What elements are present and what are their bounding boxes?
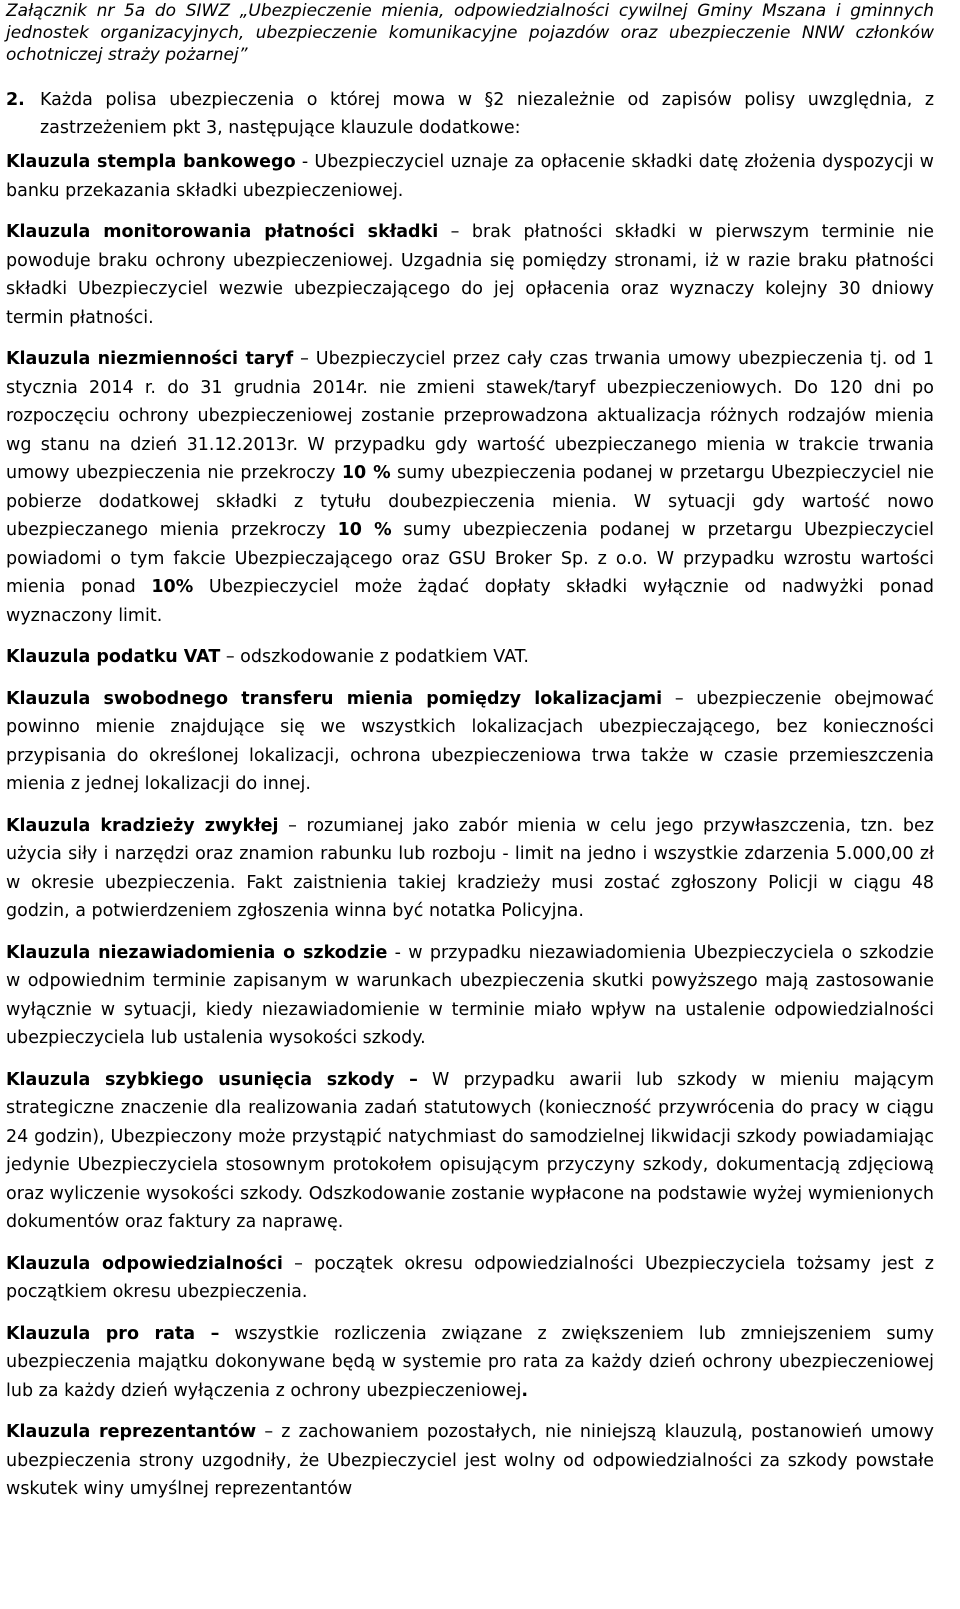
section-number: 2. [6,90,25,110]
clause-reprezentantow [6,1418,934,1504]
clause-label: Klauzula swobodnego transferu mienia pomiędzy lokalizacjami [6,688,663,709]
clause-label: Klauzula kradzieży zwykłej [6,815,279,836]
clause-label: Klauzula pro rata – [6,1323,220,1344]
clause-text: – rozumianej jako zabór mienia w celu jego przywłaszczenia, tzn. bez użycia siły i narzędzi oraz znamion rabunku lub rozboju - limit na jedno i wszystkie zdarzenia 5.000,00 zł w okresie ubezpieczenia. Fakt zaistnienia takiej kradzieży musi zostać zgłoszony Policji w ciągu 48 godzin, a potwierdzeniem zgłoszenia winna być notatka Policyjna. [6,815,934,921]
clause-label: Klauzula reprezentantów [6,1422,257,1442]
clause-label: Klauzula odpowiedzialności [6,1253,283,1274]
clause-text: - w przypadku niezawiadomienia Ubezpieczyciela o szkodzie w odpowiednim terminie zapisanym w warunkach ubezpieczenia skutki powyższego mają zastosowanie wyłącznie w sytuacji, kiedy niezawiadomienie w terminie miało wpływ na ustalenie odpowiedzialności ubezpieczyciela lub ustalenia wysokości szkody. [6,942,934,1048]
clause-podatku-vat [6,643,934,672]
clause-text: - Ubezpieczyciel uznaje za opłacenie składki datę złożenia dyspozycji w banku przekazania składki ubezpieczeniowej. [6,152,934,201]
clause-text: – ubezpieczenie obejmować powinno mienie znajdujące się we wszystkich lokalizacjach ubezpieczającego, bez konieczności przypisania do określonej lokalizacji, ochrona ubezpieczeniowa trwa także w czasie przemieszczenia mienia z jednej lokalizacji do innej. [6,688,934,794]
clause-label: Klauzula podatku VAT [6,647,221,667]
section-intro [6,86,934,142]
clause-niezawiadomienia [6,939,934,1053]
section-intro-text: Każda polisa ubezpieczenia o której mowa w §2 niezależnie od zapisów polisy uwzględnia, z zastrzeżeniem pkt 3, następujące klauzule dodatkowe: [40,90,934,138]
clause-text: sumy ubezpieczenia podanej w przetargu Ubezpieczyciel powiadomi o tym fakcie Ubezpieczającego oraz GSU Broker Sp. z o.o. W przypadku wzrostu wartości mienia ponad [6,520,934,597]
percent-limit: 10% [151,577,194,597]
clause-text: – Ubezpieczyciel przez cały czas trwania umowy ubezpieczenia tj. od 1 stycznia 2014 r. do 31 grudnia 2014r. nie zmieni stawek/taryf ubezpieczeniowych. Do 120 dni po rozpoczęciu ochrony ubezpieczeniowej zostanie przeprowadzona aktualizacja różnych rodzajów mienia wg stanu na dzień 31.12.2013r. W przypadku gdy wartość ubezpieczanego mienia w trakcie trwania umowy ubezpieczenia nie przekroczy [6,349,934,483]
clause-niezmiennosci-taryf [6,345,934,630]
percent-limit: 10 % [337,520,392,540]
clause-label: Klauzula monitorowania płatności składki [6,222,439,242]
clause-text: wszystkie rozliczenia związane z zwiększeniem lub zmniejszeniem sumy ubezpieczenia majątku dokonywane będą w systemie pro rata za każdy dzień ochrony ubezpieczeniowej lub za każdy dzień wyłączenia z ochrony ubezpieczeniowej [6,1323,934,1401]
clause-swobodnego-transferu [6,685,934,799]
clause-label: Klauzula niezmienności taryf [6,349,294,369]
clause-text: – brak płatności składki w pierwszym terminie nie powoduje braku ochrony ubezpieczeniowej. Uzgadnia się pomiędzy stronami, iż w razie braku płatności składki Ubezpieczyciel wezwie ubezpieczającego do jej opłacenia oraz wyznaczy kolejny 30 dniowy termin płatności. [6,222,934,328]
clause-text: W przypadku awarii lub szkody w mieniu mającym strategiczne znaczenie dla realizowania zadań statutowych (konieczność przywrócenia do pracy w ciągu 24 godzin), Ubezpieczony może przystąpić natychmiast do samodzielnej likwidacji szkody powiadamiając jedynie Ubezpieczyciela stosownym protokołem opisującym przyczyny szkody, dokumentacją zdjęciową oraz wyliczenie wysokości szkody. Odszkodowanie zostanie wypłacone na podstawie wyżej wymienionych dokumentów oraz faktury za naprawę. [6,1069,935,1232]
clause-odpowiedzialnosci [6,1250,934,1307]
clause-label: Klauzula niezawiadomienia o szkodzie [6,942,388,963]
document-header: Załącznik nr 5a do SIWZ „Ubezpieczenie mienia, odpowiedzialności cywilnej Gminy Mszana i gminnych jednostek organizacyjnych, ubezpieczenie komunikacyjne pojazdów oraz ubezpieczenie NNW członków ochotniczej straży pożarnej” [6,1,934,65]
clause-label: Klauzula szybkiego usunięcia szkody – [6,1069,418,1090]
clause-text: sumy ubezpieczenia podanej w przetargu Ubezpieczyciel nie pobierze dodatkowej składki z tytułu doubezpieczenia mienia. W sytuacji gdy wartość nowo ubezpieczanego mienia przekroczy [6,463,934,540]
clause-monitorowania-platnosci [6,218,934,332]
clause-szybkiego-usuniecia [6,1066,934,1237]
clause-kradziezy-zwyklej [6,812,934,926]
clause-text: – z zachowaniem pozostałych, nie niniejszą klauzulą, postanowień umowy ubezpieczenia strony uzgodniły, że Ubezpieczyciel jest wolny od odpowiedzialności za szkody powstałe wskutek winy umyślnej reprezentantów [6,1422,934,1499]
percent-limit: 10 % [341,463,391,483]
clause-end-mark: . [521,1380,529,1401]
clause-text: – początek okresu odpowiedzialności Ubezpieczyciela tożsamy jest z początkiem okresu ubezpieczenia. [6,1253,934,1302]
clause-text: – odszkodowanie z podatkiem VAT. [220,647,529,667]
clause-text: Ubezpieczyciel może żądać dopłaty składki wyłącznie od nadwyżki ponad wyznaczony limit. [6,577,934,626]
clause-pro-rata [6,1320,934,1406]
clause-stempla-bankowego [6,148,934,205]
clause-label: Klauzula stempla bankowego [6,152,296,172]
